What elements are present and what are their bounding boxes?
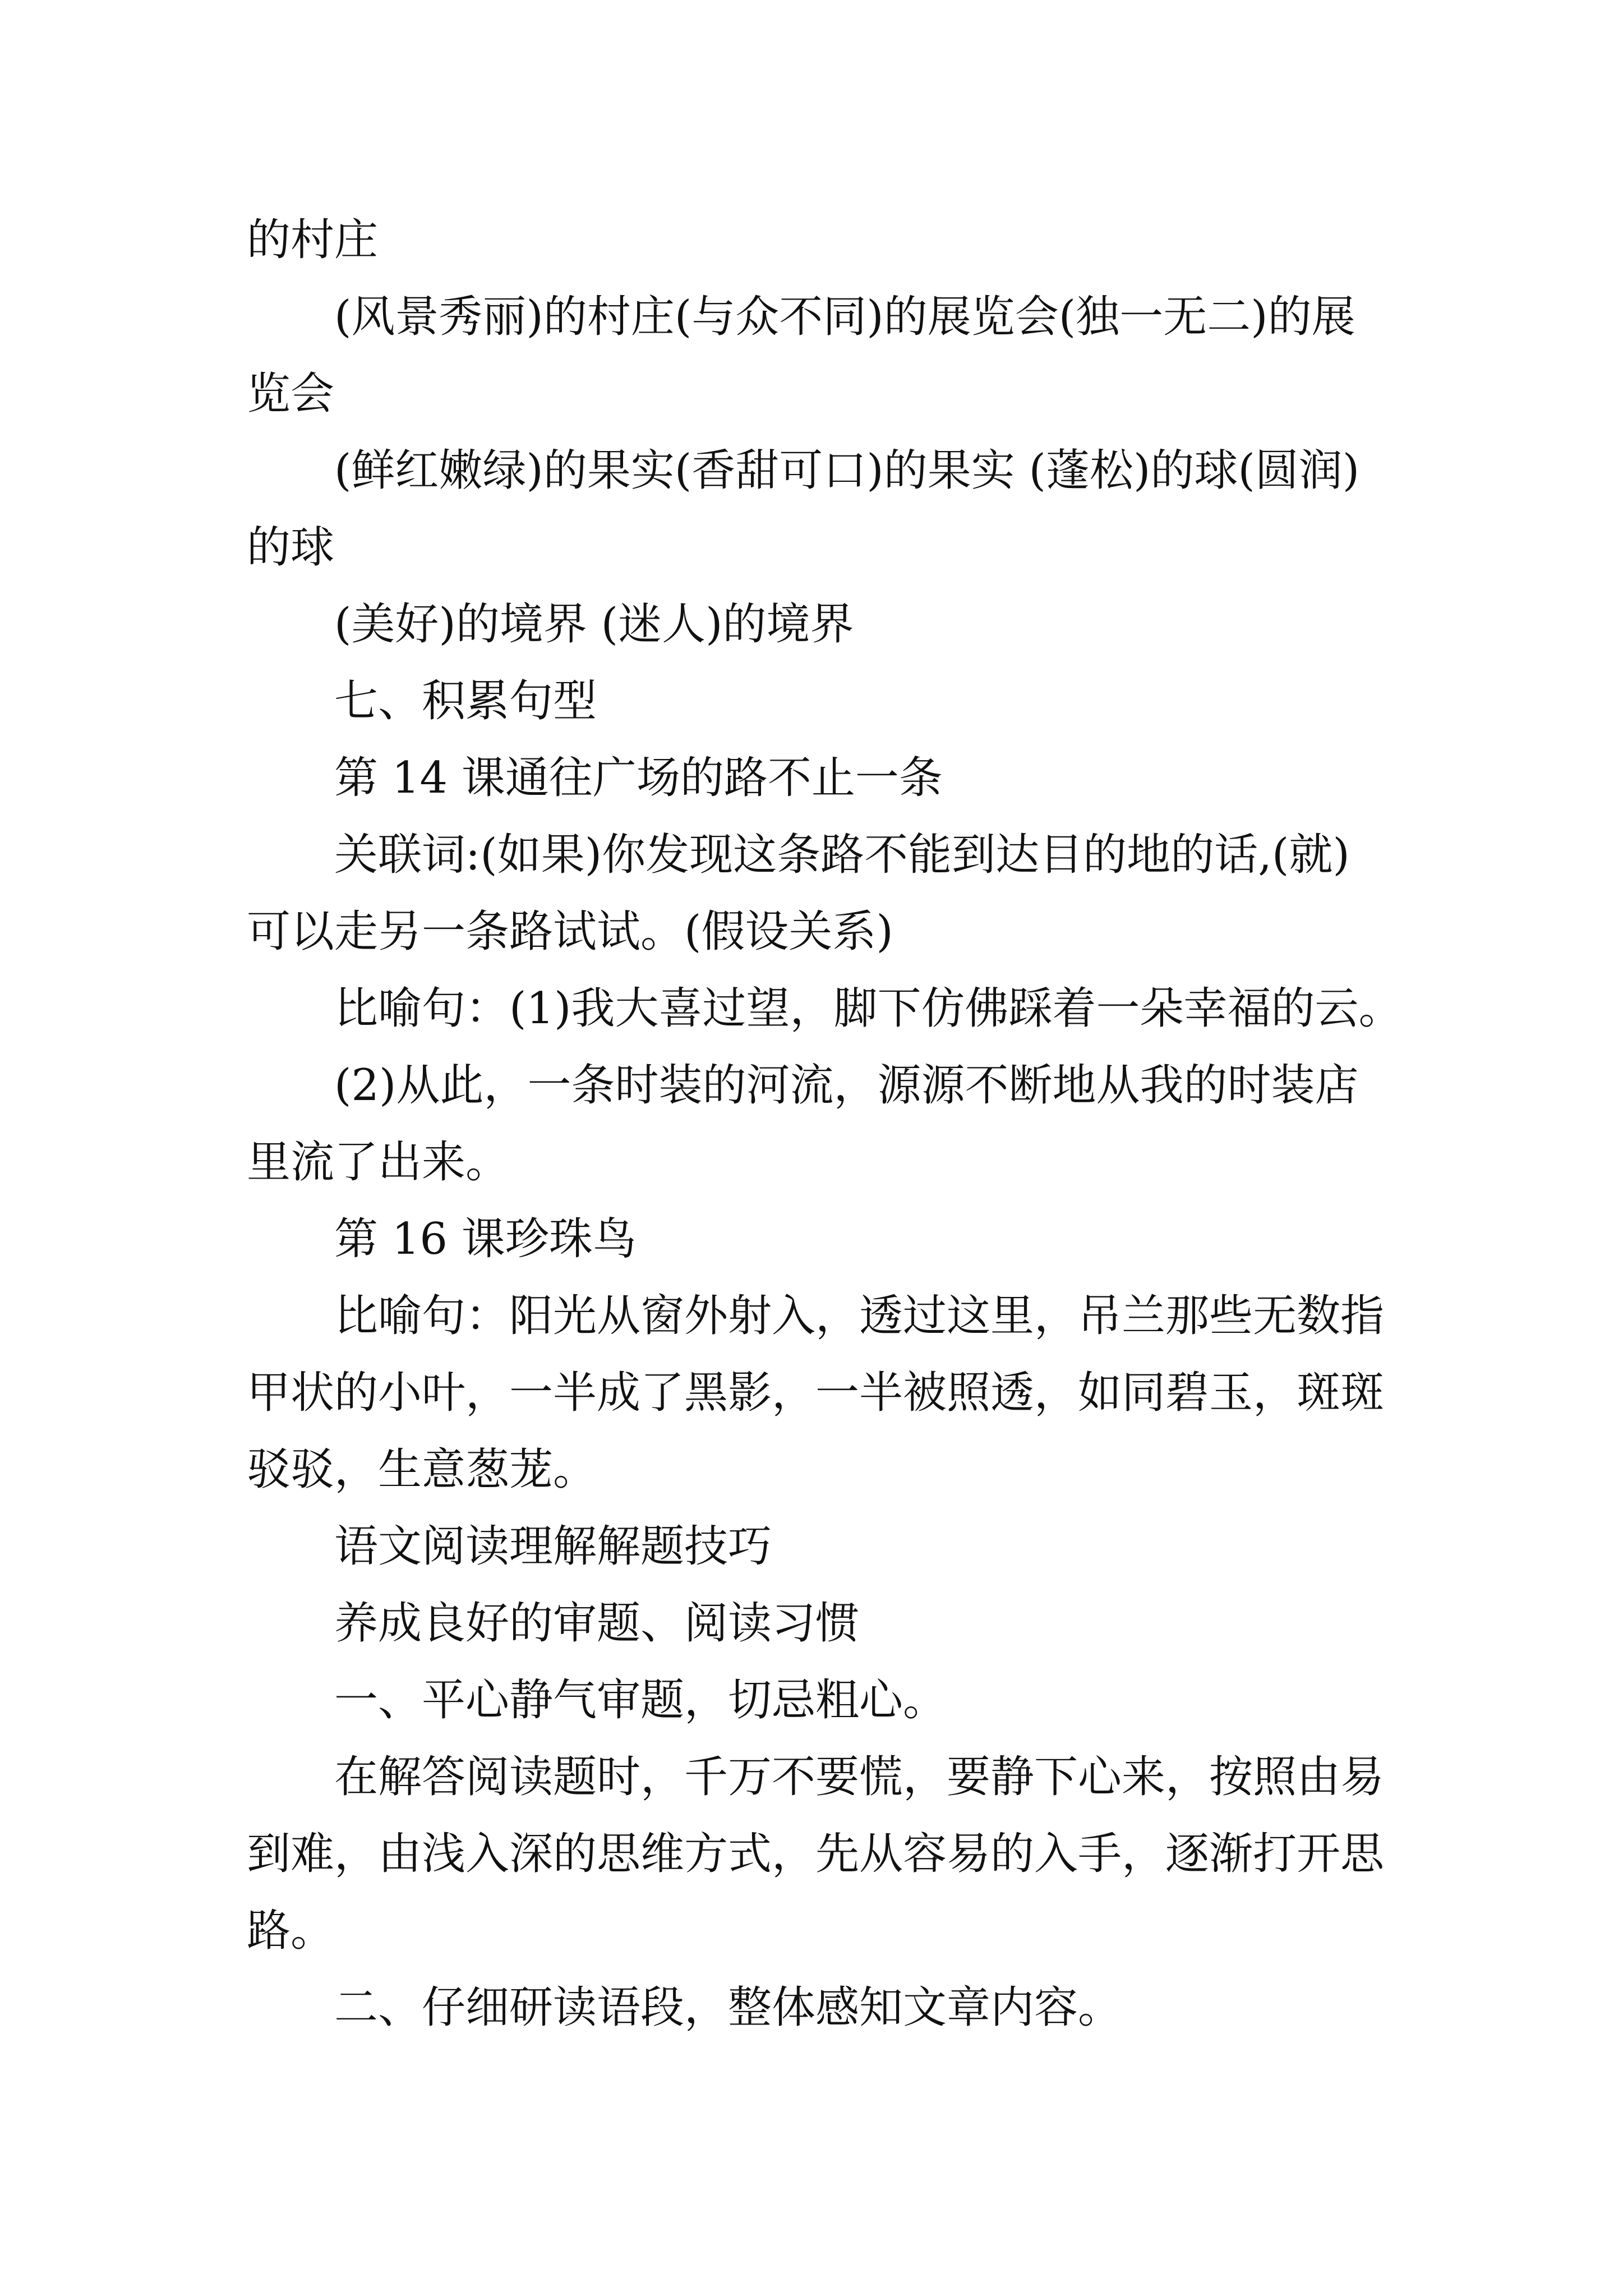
text-line: 二、仔细研读语段，整体感知文章内容。	[334, 1982, 1122, 2033]
text-line: 比喻句：(1)我大喜过望，脚下仿佛踩着一朵幸福的云。	[334, 983, 1403, 1034]
text-line: (2)从此，一条时装的河流，源源不断地从我的时装店	[334, 1060, 1359, 1111]
document-body	[247, 202, 1403, 2046]
text-line: 到难，由浅入深的思维方式，先从容易的入手，逐渐打开思	[247, 1829, 1385, 1879]
text-line: 第 14 课通往广场的路不止一条	[334, 753, 943, 803]
text-line: 养成良好的审题、阅读习惯	[334, 1598, 860, 1649]
text-line: 的村庄	[247, 215, 379, 265]
text-line: 甲状的小叶，一半成了黑影，一半被照透，如同碧玉，斑斑	[247, 1368, 1385, 1418]
text-line: 路。	[247, 1906, 335, 1956]
text-line: (鲜红嫩绿)的果实(香甜可口)的果实 (蓬松)的球(圆润)	[334, 445, 1360, 496]
text-line: 的球	[247, 522, 335, 573]
text-line: 在解答阅读题时，千万不要慌，要静下心来，按照由易	[334, 1752, 1385, 1802]
text-line: 里流了出来。	[247, 1137, 510, 1188]
text-line: 比喻句：阳光从窗外射入，透过这里，吊兰那些无数指	[334, 1291, 1385, 1341]
text-line: 七、积累句型	[334, 676, 597, 726]
text-line: 览会	[247, 369, 335, 419]
text-line: 关联词:(如果)你发现这条路不能到达目的地的话,(就)	[334, 830, 1350, 880]
text-line: 一、平心静气审题，切忌粗心。	[334, 1675, 947, 1726]
text-line: (美好)的境界 (迷人)的境界	[334, 599, 854, 650]
text-line: 语文阅读理解解题技巧	[334, 1521, 772, 1572]
text-line: 第 16 课珍珠鸟	[334, 1214, 637, 1264]
text-line: 驳驳，生意葱茏。	[247, 1444, 597, 1495]
text-line: (风景秀丽)的村庄(与众不同)的展览会(独一无二)的展	[334, 292, 1355, 342]
text-line: 可以走另一条路试试。(假设关系)	[247, 907, 893, 957]
